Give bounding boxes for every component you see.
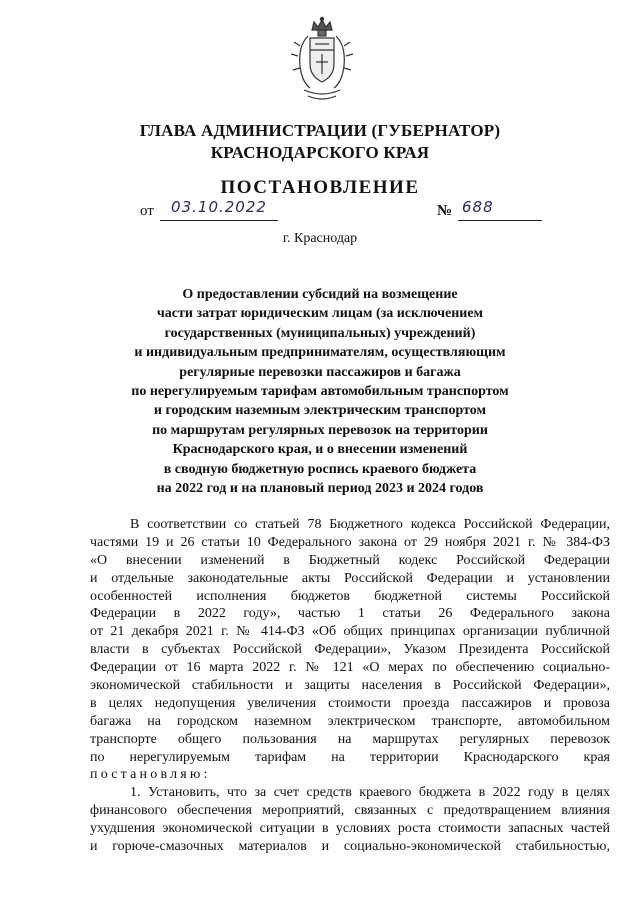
body-line: транспорте общего пользования на маршрутах регулярных перевозок xyxy=(90,731,610,747)
body-line: В соответствии со статьей 78 Бюджетного кодекса Российской Федерации, xyxy=(130,517,610,532)
document-title xyxy=(100,285,540,498)
body-line: ухудшения экономической ситуации в условиях роста стоимости запасных частей xyxy=(90,821,610,837)
body-line: финансового обеспечения мероприятий, связанных с предотвращением влияния xyxy=(90,803,610,819)
body-line: власти в субъектах Российской Федерации», Указом Президента Российской xyxy=(90,642,610,658)
operative-word: постановляю: xyxy=(90,767,211,783)
body-line: «О внесении изменений в Бюджетный кодекс Российской Федерации xyxy=(90,552,610,568)
body-line: частями 19 и 26 статьи 10 Федерального закона от 29 ноября 2021 г. № 384-ФЗ xyxy=(90,534,610,550)
body-line: багажа на городском наземном электрическом транспорте, автомобильном xyxy=(90,713,610,729)
title-line: О предоставлении субсидий на возмещение xyxy=(182,287,458,302)
title-line: и индивидуальным предпринимателям, осуществляющим xyxy=(134,345,506,361)
document-type-heading: ПОСТАНОВЛЕНИЕ xyxy=(220,177,420,198)
document-number: 688 xyxy=(458,198,542,221)
body-line: и отдельные законодательные акты Российской Федерации и установлении xyxy=(90,570,610,586)
body-line: Федерации в 2022 году», частью 1 статьи 26 Федерального закона xyxy=(90,606,610,622)
title-line: и городским наземным электрическим транспортом xyxy=(153,403,487,419)
title-line: по нерегулируемым тарифам автомобильным транспортом xyxy=(131,384,509,400)
body-line: 1. Установить, что за счет средств краевого бюджета в 2022 году в целях xyxy=(130,785,610,801)
body-line: от 21 декабря 2021 г. № 414-ФЗ «Об общих принципах организации публичной xyxy=(90,624,610,640)
body-line: и горюче-смазочных материалов и социально-экономической стабильностью, xyxy=(90,839,610,855)
title-line: регулярные перевозки пассажиров и багажа xyxy=(179,364,461,380)
title-line: в сводную бюджетную роспись краевого бюджета xyxy=(163,461,477,477)
body-line: по нерегулируемым тарифам на территории Краснодарского края xyxy=(90,749,610,765)
body-line: экономической стабильности и защиты населения в Российской Федерации», xyxy=(90,678,610,694)
body-line: в целях недопущения увеличения стоимости проезда пассажиров и провоза xyxy=(90,695,610,711)
title-line: государственных (муниципальных) учреждений) xyxy=(164,325,476,341)
issuer-line-2: КРАСНОДАРСКОГО КРАЯ xyxy=(210,143,430,162)
document-body xyxy=(90,516,610,856)
title-line: части затрат юридическим лицам (за исключением xyxy=(156,306,484,322)
city-of-issue: г. Краснодар xyxy=(282,231,358,246)
issuer-line-1: ГЛАВА АДМИНИСТРАЦИИ (ГУБЕРНАТОР) xyxy=(139,121,501,140)
date-prefix: от xyxy=(140,203,154,219)
number-prefix: № xyxy=(437,203,453,219)
body-line: особенностей исполнения бюджетов бюджетной системы Российской xyxy=(90,588,610,604)
coat-of-arms-emblem xyxy=(288,16,356,104)
title-line: по маршрутам регулярных перевозок на территории xyxy=(152,422,488,438)
title-line: Краснодарского края, и о внесении изменений xyxy=(172,442,468,458)
title-line: на 2022 год и на плановый период 2023 и 2024 годов xyxy=(156,481,484,497)
body-line: Федерации от 16 марта 2022 г. № 121 «О мерах по обеспечению социально- xyxy=(90,660,610,676)
document-date: 03.10.2022 xyxy=(160,198,278,221)
